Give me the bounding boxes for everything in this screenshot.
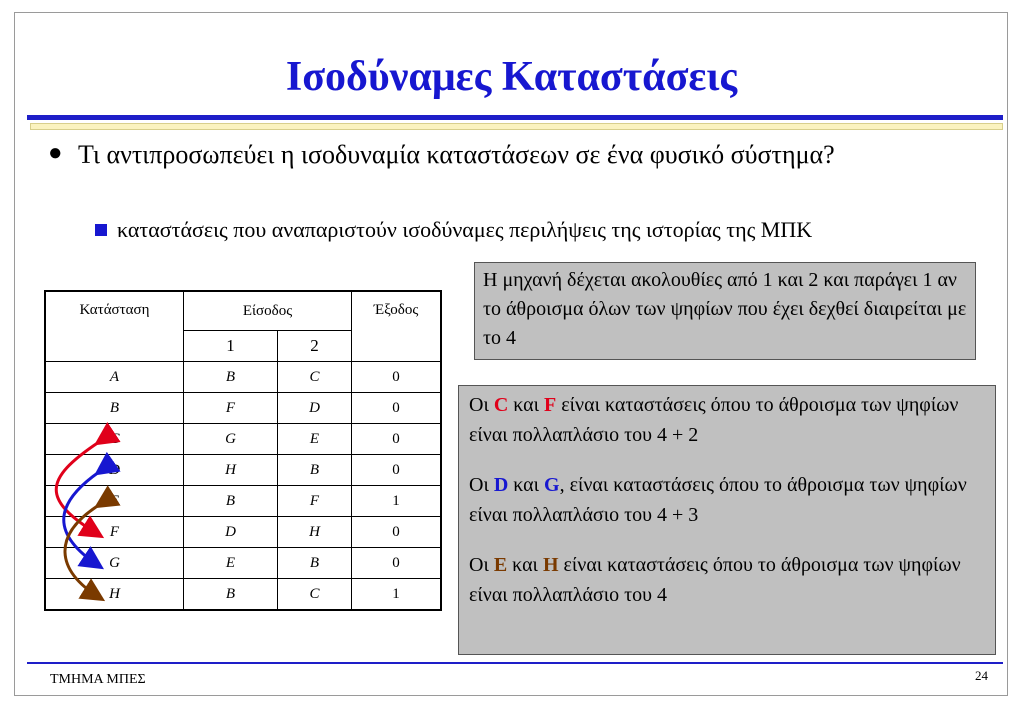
cell-output: 0 xyxy=(352,548,442,579)
cell-output: 0 xyxy=(352,455,442,486)
equiv-cf-pre: Οι xyxy=(469,394,494,416)
equivalence-explanation-box xyxy=(458,385,996,655)
equiv-dg-post: , είναι καταστάσεις όπου το άθροισμα των ψηφίων είναι πολλαπλάσιο του 4 + 3 xyxy=(469,474,967,526)
cell-state: C xyxy=(45,424,184,455)
footer-rule xyxy=(27,662,1003,664)
equiv-dg-state-b: G xyxy=(544,474,560,496)
cell-state: B xyxy=(45,393,184,424)
equiv-cf-state-a: C xyxy=(493,394,509,416)
cell-input-2: F xyxy=(278,486,352,517)
bullet-dot-icon: ● xyxy=(48,140,63,166)
header-input-2: 2 xyxy=(278,331,352,362)
cell-state: D xyxy=(45,455,184,486)
equivalence-dg xyxy=(469,470,985,530)
cell-state: H xyxy=(45,579,184,611)
equiv-eh-state-b: H xyxy=(542,554,559,576)
cell-input-1: D xyxy=(184,517,278,548)
equiv-cf-state-b: F xyxy=(544,394,557,416)
equiv-dg-pre: Οι xyxy=(469,474,494,496)
machine-description-box xyxy=(474,262,976,360)
cell-state: E xyxy=(45,486,184,517)
cell-output: 0 xyxy=(352,517,442,548)
header-input: Είσοδος xyxy=(184,291,352,331)
header-state: Κατάσταση xyxy=(45,291,184,362)
cell-state: A xyxy=(45,362,184,393)
page-number: 24 xyxy=(975,668,988,683)
equiv-eh-pre: Οι xyxy=(469,554,494,576)
footer-department: ΤΜΗΜΑ ΜΠΕΣ xyxy=(50,672,146,687)
cell-output: 1 xyxy=(352,486,442,517)
bullet-level1-text: Τι αντιπροσωπεύει η ισοδυναμία καταστάσεων σε ένα φυσικό σύστημα? xyxy=(78,140,835,169)
equiv-eh-mid: και xyxy=(507,554,543,576)
machine-description-text: Η μηχανή δέχεται ακολουθίες από 1 και 2 και παράγει 1 αν το άθροισμα όλων των ψηφίων που έχει δεχθεί διαιρείται με το 4 xyxy=(483,269,967,349)
cell-input-1: B xyxy=(184,486,278,517)
equivalence-cf xyxy=(469,390,985,450)
header-input-1: 1 xyxy=(184,331,278,362)
header-output: Έξοδος xyxy=(352,291,442,362)
cell-output: 0 xyxy=(352,362,442,393)
cell-input-1: F xyxy=(184,393,278,424)
cell-output: 0 xyxy=(352,424,442,455)
equiv-dg-mid: και xyxy=(508,474,545,496)
slide-title: Ισοδύναμες Καταστάσεις xyxy=(285,54,738,100)
cell-output: 1 xyxy=(352,579,442,611)
cell-input-1: E xyxy=(184,548,278,579)
equiv-cf-post: είναι καταστάσεις όπου το άθροισμα των ψηφίων είναι πολλαπλάσιο του 4 + 2 xyxy=(469,394,959,446)
cell-input-2: C xyxy=(278,362,352,393)
equiv-eh-post: είναι καταστάσεις όπου το άθροισμα των ψηφίων είναι πολλαπλάσιο του 4 xyxy=(469,554,961,606)
cell-state: F xyxy=(45,517,184,548)
cell-input-1: G xyxy=(184,424,278,455)
cell-input-1: H xyxy=(184,455,278,486)
equiv-eh-state-a: E xyxy=(493,554,508,576)
equiv-cf-mid: και xyxy=(508,394,545,416)
cell-output: 0 xyxy=(352,393,442,424)
cell-input-1: B xyxy=(184,362,278,393)
cell-input-2: B xyxy=(278,548,352,579)
cell-state: G xyxy=(45,548,184,579)
equivalence-eh xyxy=(469,550,985,610)
cell-input-2: C xyxy=(278,579,352,611)
cell-input-2: D xyxy=(278,393,352,424)
cell-input-2: B xyxy=(278,455,352,486)
cell-input-2: H xyxy=(278,517,352,548)
bullet-level2-text: καταστάσεις που αναπαριστούν ισοδύναμες περιλήψεις της ιστορίας της ΜΠΚ xyxy=(117,217,813,242)
cell-input-1: B xyxy=(184,579,278,611)
equiv-dg-state-a: D xyxy=(493,474,509,496)
cell-input-2: E xyxy=(278,424,352,455)
